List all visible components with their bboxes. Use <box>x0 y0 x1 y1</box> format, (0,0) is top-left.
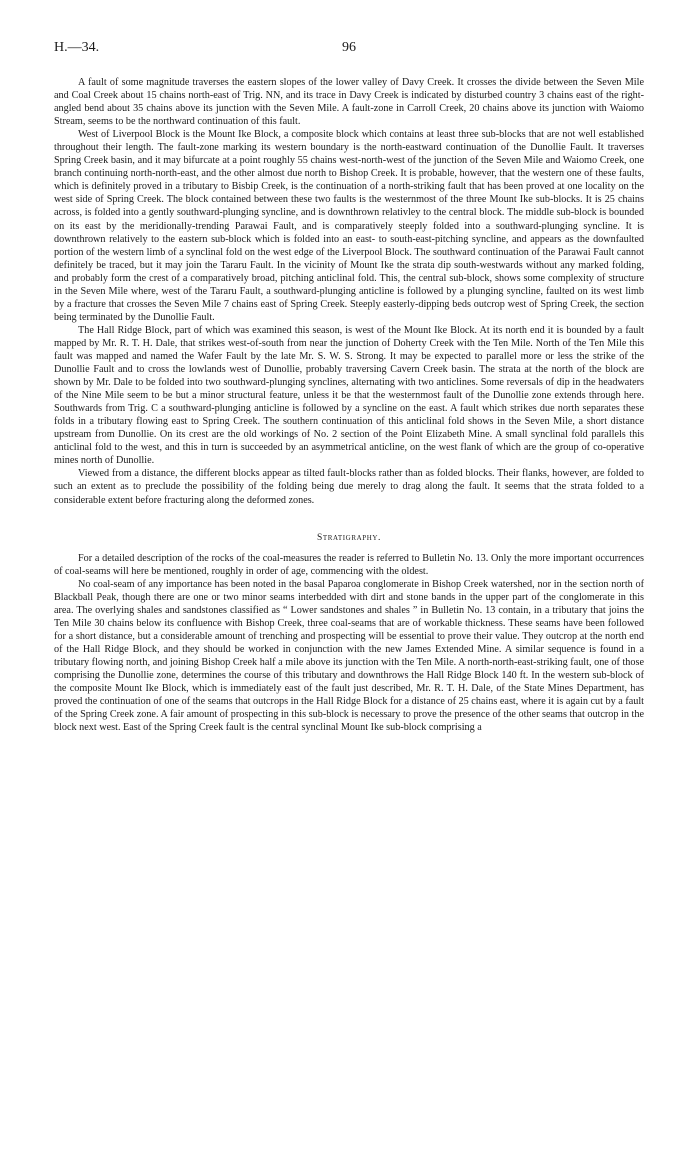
report-reference: H.—34. <box>54 40 100 55</box>
paragraph: The Hall Ridge Block, part of which was examined this season, is west of the Mount Ike Block. At its north end it is bounded by a fault mapped by Mr. R. T. H. Dale, that strikes west-of-south from near the junction of Doherty Creek with the Ten Mile. North of the Ten Mile this fault was mapped and named the Wafer Fault by the late Mr. S. W. S. Strong. It may be expected to parallel more or less the strike of the Dunollie Fault and to cross the lowlands west of Dunollie, probably traversing Cavern Creek basin. The strata at the north of the block are shown by Mr. Dale to be folded into two southward-plunging synclines, alternating with two anticlines. Some reversals of dip in the headwaters of the Nine Mile seem to be but a minor structural feature, unless it be that the westernmost fault of the Dunollie zone extends through here. Southwards from Trig. C a southward-plunging anticline is followed by a syncline on the east. A fault which strikes due north separates these folds in a tributary flowing east to Spring Creek. The southern continuation of this anticlinal fold shows in the Seven Mile, a short distance upstream from Dunollie. On its crest are the old workings of No. 2 section of the Point Elizabeth Mine. A small synclinal fold parallels this anticlinal fold to the west, and this in turn is succeeded by an asymmetrical anticline, on the west flank of which are the group of co-operative mines north of Dunollie. <box>54 324 644 467</box>
document-page <box>54 40 644 734</box>
page-header <box>54 40 644 62</box>
paragraph: A fault of some magnitude traverses the eastern slopes of the lower valley of Davy Creek. It crosses the divide between the Seven Mile and Coal Creek about 15 chains north-east of Trig. NN, and its trace in Davy Creek is indicated by disturbed country 3 chains east of the right-angled bend about 35 chains above its junction with the Seven Mile. A fault-zone in Carroll Creek, 20 chains above its junction with Waiomo Stream, seems to be the northward continuation of this fault. <box>54 77 644 128</box>
paragraph: West of Liverpool Block is the Mount Ike Block, a composite block which contains at least three sub-blocks that are not well established throughout their length. The fault-zone marking its western boundary is the north-eastward continuation of the Dunollie Fault. It traverses Spring Creek basin, and it may bifurcate at a point roughly 55 chains west-north-west of the junction of the Seven Mile and Waiomo Creek, one branch continuing north-north-east, and the other almost due north to Bishop Creek. It is probable, however, that the western one of these faults, which is definitely proved in a tributary to Bisbip Creek, is the continuation of a north-striking fault that has been proved at one locality on the west side of Spring Creek. The block contained between these two faults is the westernmost of the three Mount Ike sub-blocks. It is 25 chains across, is folded into a gently southward-plunging syncline, and is downthrown relativley to the central block. The middle sub-block is bounded on its east by the meridionally-trending Parawai Fault, and is comparatively steeply folded into a southward-plunging syncline. It is downthrown relatively to the eastern sub-block which is folded into an east- to south-east-pitching syncline, and appears as the downfaulted portion of the western limb of a synclinal fold on the west edge of the Liverpool Block. The southward continuation of the Parawai Fault cannot definitely be traced, but it may join the Tararu Fault. In the vicinity of Mount Ike the strata dip south-westwards without any marked folding, and probably form the crest of a comparatively broad, pitching anticlinal fold. This, the central sub-block, shows some complexity of structure in the Seven Mile where, west of the Tararu Fault, a southward-plunging anticline is followed by a plunging syncline, faulted on its west limb by a fracture that crosses the Seven Mile 7 chains east of Spring Creek. Steeply easterly-dipping beds outcrop west of Spring Creek, the section being terminated by the Dunollie Fault. <box>54 129 644 323</box>
page-number: 96 <box>342 40 356 55</box>
paragraph: No coal-seam of any importance has been noted in the basal Paparoa conglomerate in Bishop Creek watershed, nor in the section north of Blackball Peak, though there are one or two minor seams interbedded with dirt and stone bands in the upper part of the conglomerate in this area. The overlying shales and sandstones classified as “ Lower sandstones and shales ” in Bulletin No. 13 contain, in a tributary that joins the Ten Mile 30 chains below its confluence with Bishop Creek, three coal-seams that are of workable thickness. These seams have been followed for a short distance, but a considerable amount of trenching and prospecting will be essential to prove their value. They outcrop at the north end of the Hall Ridge Block, and they should be worked in conjunction with the new James Extended Mine. A similar sequence is found in a tributary flowing north, and joining Bishop Creek half a mile above its junction with the Ten Mile. A north-north-east-striking fault, one of those comprising the Dunollie zone, determines the course of this tributary and downthrows the Hall Ridge Block 140 ft. In the western sub-block of the composite Mount Ike Block, which is immediately east of the fault just described, Mr. R. T. H. Dale, of the State Mines Department, has proved the continuation of one of the seams that outcrops in the Hall Ridge Block for a distance of 25 chains east, where it is again cut by a fault of the Spring Creek zone. A fair amount of prospecting in this sub-block is necessary to prove the presence of the other seams that outcrop in the block next west. East of the Spring Creek fault is the central synclinal Mount Ike sub-block comprising a <box>54 578 644 734</box>
document-body <box>54 76 644 734</box>
section-heading: Stratigraphy. <box>316 532 382 543</box>
paragraph: For a detailed description of the rocks of the coal-measures the reader is referred to Bulletin No. 13. Only the more important occurrences of coal-seams will here be mentioned, roughly in order of age, commencing with the oldest. <box>54 552 644 577</box>
paragraph: Viewed from a distance, the different blocks appear as tilted fault-blocks rather than as folded blocks. Their flanks, however, are folded to such an extent as to preclude the possibility of the folding being due merely to drag along the fault. It seems that the strata folded to a considerable extent before fracturing along the deformed zones. <box>54 468 644 506</box>
